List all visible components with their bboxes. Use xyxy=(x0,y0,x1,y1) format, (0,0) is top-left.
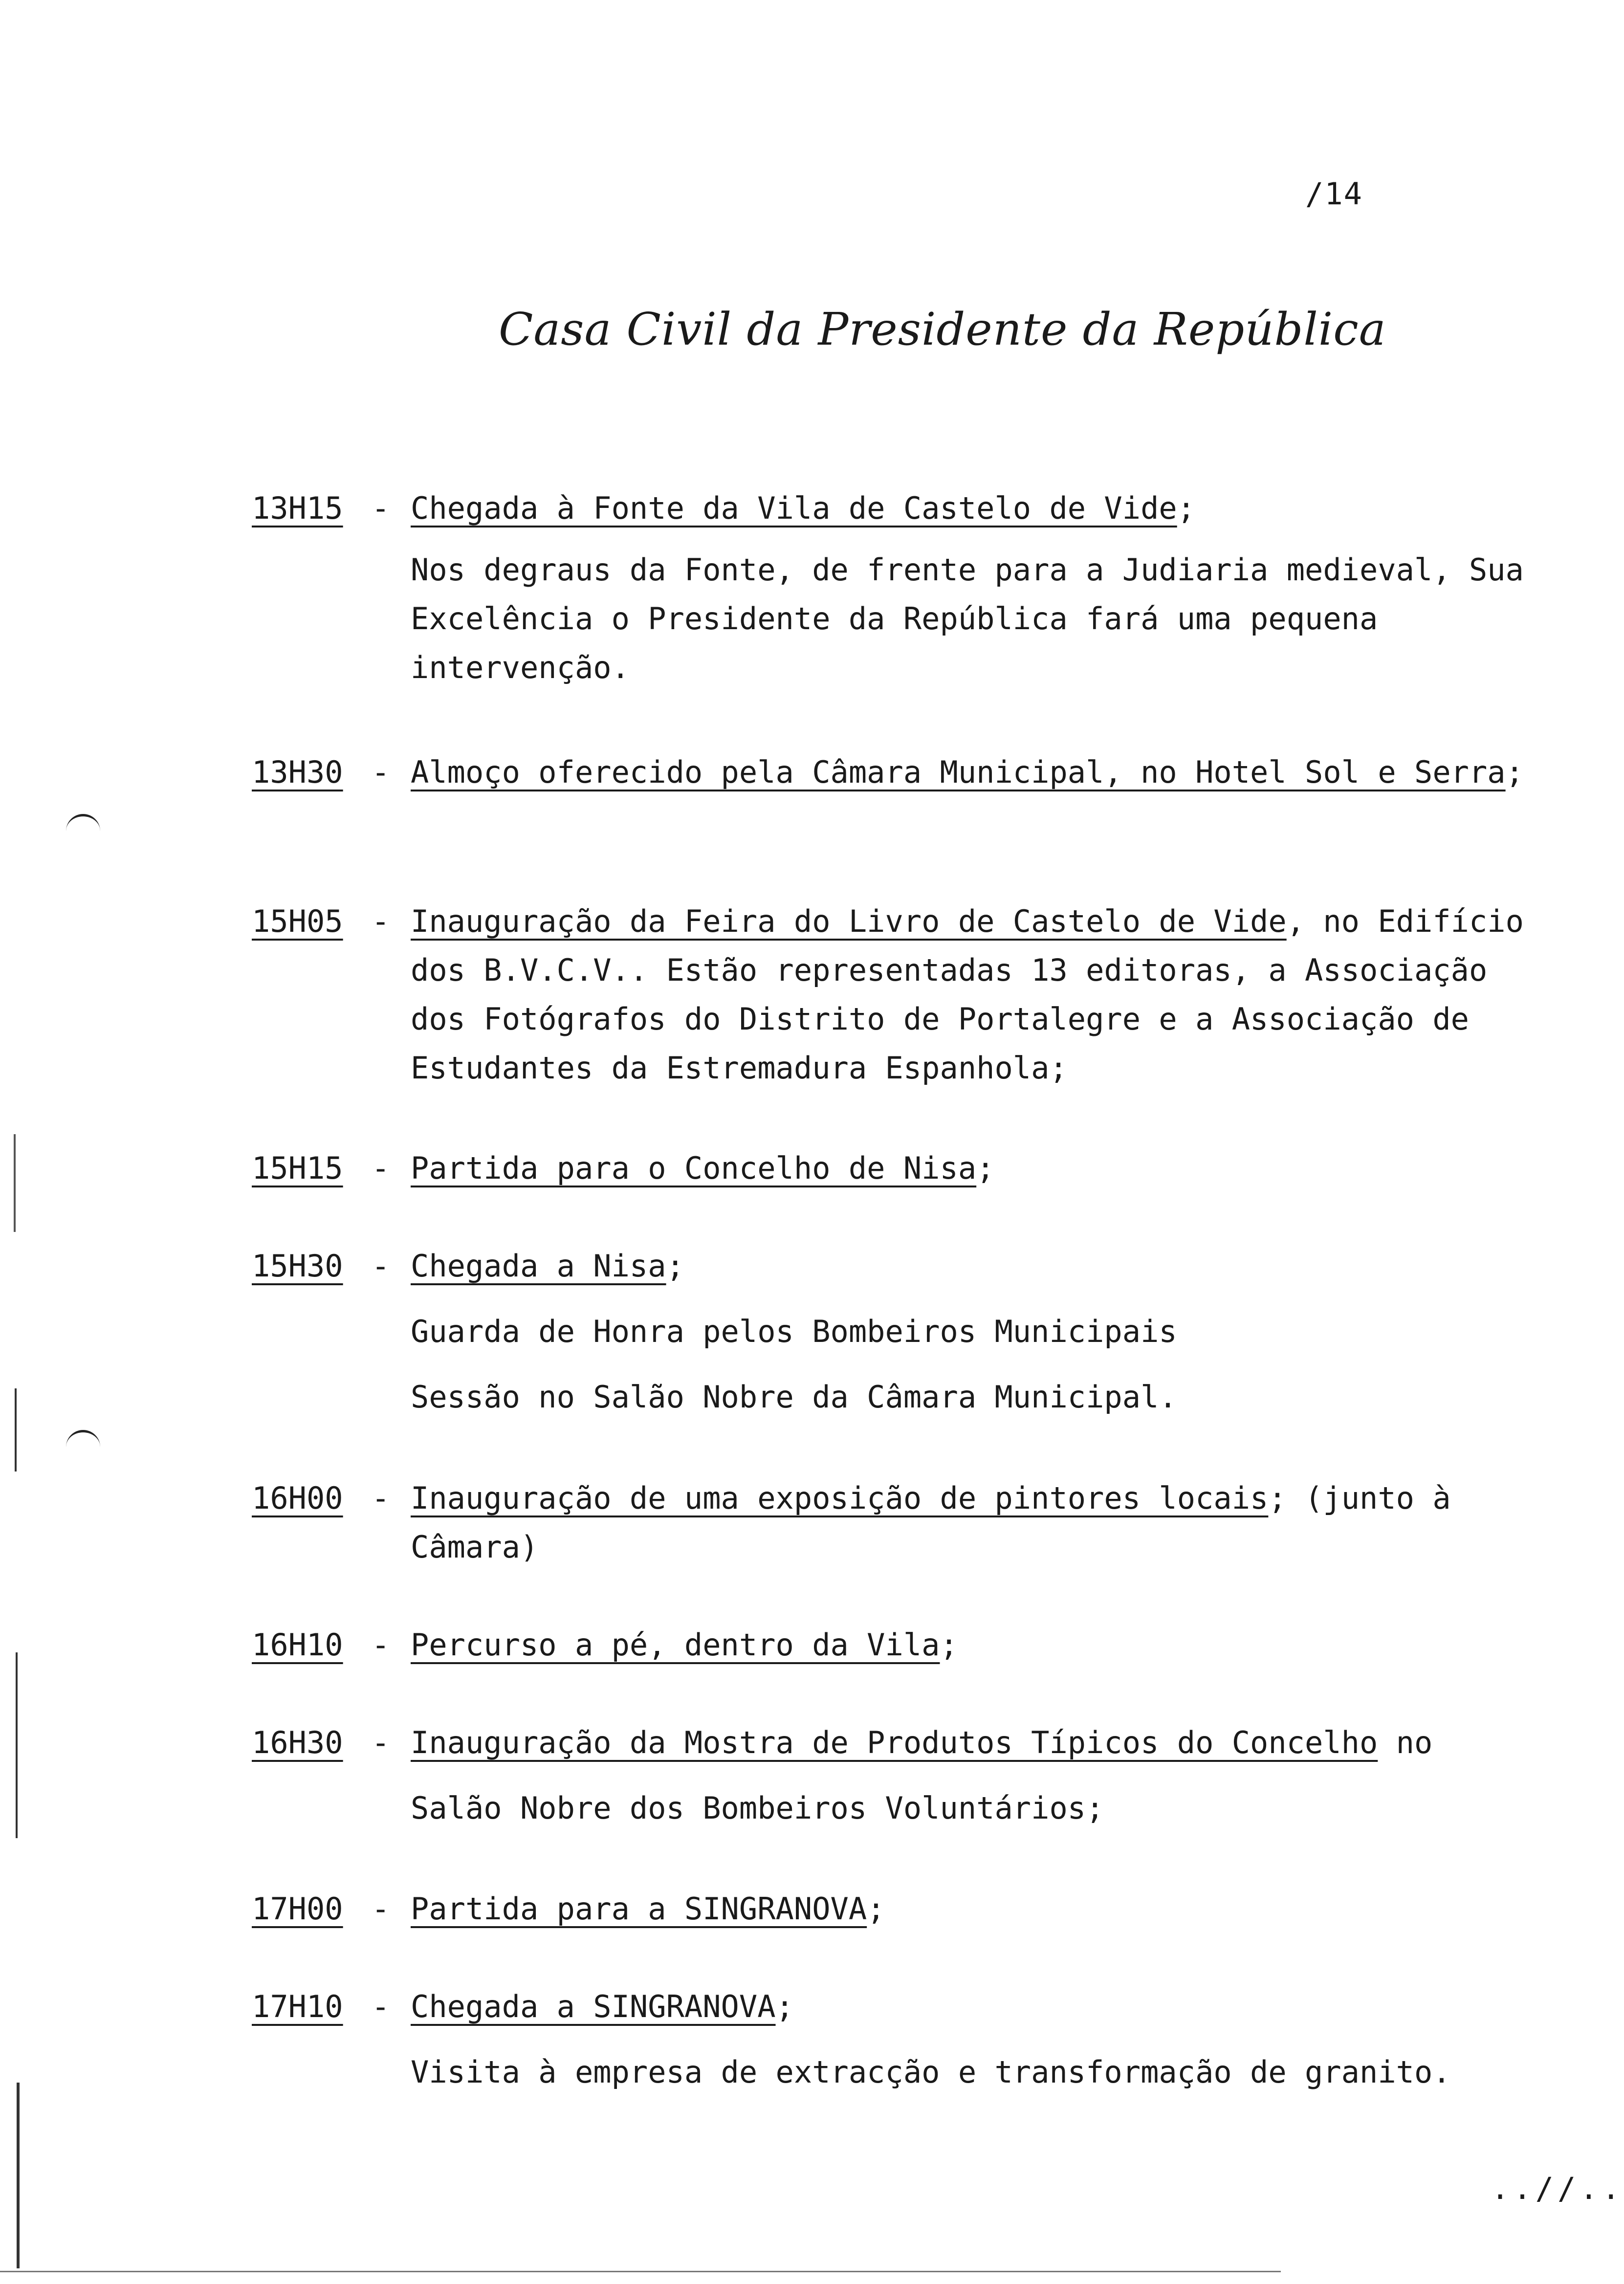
entry-dash: - xyxy=(372,754,390,790)
entry-title-suffix: ; xyxy=(867,1891,885,1927)
entry-detail: Nos degraus da Fonte, de frente para a Judiaria medieval, Sua Excelência o Presidente da República fará uma pequena intervenção. xyxy=(411,552,1524,685)
entry-title-suffix: no xyxy=(1378,1725,1433,1760)
page-number: /14 xyxy=(1305,176,1363,212)
entry-title-suffix: ; xyxy=(940,1627,958,1663)
entry-dash: - xyxy=(372,1725,390,1760)
scan-margin-arc xyxy=(66,1430,100,1452)
entry-body xyxy=(411,748,1550,797)
entry-heading xyxy=(411,748,1550,797)
entry-body xyxy=(411,1718,1550,1833)
entry-title: Inauguração da Mostra de Produtos Típicos do Concelho xyxy=(411,1725,1378,1760)
entry-time: 16H30 xyxy=(252,1725,343,1760)
entry-heading xyxy=(411,1982,1550,2031)
entry-title-suffix: ; xyxy=(976,1150,995,1186)
entry-time: 15H30 xyxy=(252,1248,343,1284)
entry-title: Partida para a SINGRANOVA xyxy=(411,1891,867,1927)
entry-body xyxy=(411,1242,1550,1422)
entry-heading xyxy=(411,1621,1550,1669)
entry-dash: - xyxy=(372,1480,390,1516)
entry-title-suffix: ; xyxy=(666,1248,684,1284)
entry-body xyxy=(411,484,1550,692)
entry-heading xyxy=(411,1885,1550,1933)
entry-title: Percurso a pé, dentro da Vila xyxy=(411,1627,940,1663)
entry-heading xyxy=(411,484,1550,533)
entry-detail: Sessão no Salão Nobre da Câmara Municipal. xyxy=(411,1379,1177,1415)
scan-margin-arc xyxy=(66,814,100,836)
entry-detail: Guarda de Honra pelos Bombeiros Municipais xyxy=(411,1314,1177,1349)
entry-body xyxy=(411,1144,1550,1193)
entry-dash: - xyxy=(372,903,390,939)
entry-body xyxy=(411,1885,1550,1933)
entry-body xyxy=(411,1474,1550,1572)
entry-time: 17H10 xyxy=(252,1989,343,2024)
entry-heading xyxy=(411,1474,1550,1572)
entry-detail: Salão Nobre dos Bombeiros Voluntários; xyxy=(411,1790,1104,1826)
entry-time: 16H10 xyxy=(252,1627,343,1663)
entry-title: Partida para o Concelho de Nisa xyxy=(411,1150,977,1186)
entry-dash: - xyxy=(372,1248,390,1284)
entry-body xyxy=(411,897,1550,1093)
entry-title-suffix: ; xyxy=(1177,490,1196,526)
entry-body xyxy=(411,1982,1550,2097)
scan-margin-mark xyxy=(14,1134,16,1232)
entry-heading xyxy=(411,1242,1550,1291)
entry-dash: - xyxy=(372,1150,390,1186)
entry-title-suffix: ; xyxy=(775,1989,794,2024)
entry-detail: Visita à empresa de extracção e transformação de granito. xyxy=(411,2054,1451,2090)
entry-time: 15H15 xyxy=(252,1150,343,1186)
entry-heading xyxy=(411,1718,1550,1767)
entry-dash: - xyxy=(372,1989,390,2024)
scan-margin-mark xyxy=(16,1652,18,1838)
entry-time: 13H30 xyxy=(252,754,343,790)
entry-dash: - xyxy=(372,1891,390,1927)
entry-heading xyxy=(411,897,1550,1093)
entry-time: 16H00 xyxy=(252,1480,343,1516)
scan-margin-mark xyxy=(17,2083,20,2268)
entry-title: Chegada a SINGRANOVA xyxy=(411,1989,776,2024)
entry-time: 13H15 xyxy=(252,490,343,526)
entry-dash: - xyxy=(372,490,390,526)
entry-title: Chegada à Fonte da Vila de Castelo de Vide xyxy=(411,490,1177,526)
continuation-mark: ..//.. xyxy=(1491,2171,1624,2206)
entry-title-suffix: , no Edifício dos B.V.C.V.. Estão representadas 13 editoras, a Associação dos Fotógrafos do Distrito de Portalegre e a Associação de Estudantes da Estremadura Espanhola; xyxy=(411,903,1524,1086)
entry-title: Chegada a Nisa xyxy=(411,1248,666,1284)
scan-margin-mark xyxy=(15,1388,17,1471)
bottom-rule xyxy=(0,2271,1281,2272)
entry-heading xyxy=(411,1144,1550,1193)
entry-title: Almoço oferecido pela Câmara Municipal, no Hotel Sol e Serra xyxy=(411,754,1506,790)
entry-title-suffix: ; xyxy=(1505,754,1524,790)
entry-dash: - xyxy=(372,1627,390,1663)
entry-title: Inauguração de uma exposição de pintores locais xyxy=(411,1480,1269,1516)
letterhead: Casa Civil da Presidente da República xyxy=(499,303,1386,355)
entry-title-suffix: ; (junto à Câmara) xyxy=(411,1480,1451,1565)
entry-body xyxy=(411,1621,1550,1669)
entry-time: 15H05 xyxy=(252,903,343,939)
entry-time: 17H00 xyxy=(252,1891,343,1927)
entry-title: Inauguração da Feira do Livro de Castelo de Vide xyxy=(411,903,1287,939)
